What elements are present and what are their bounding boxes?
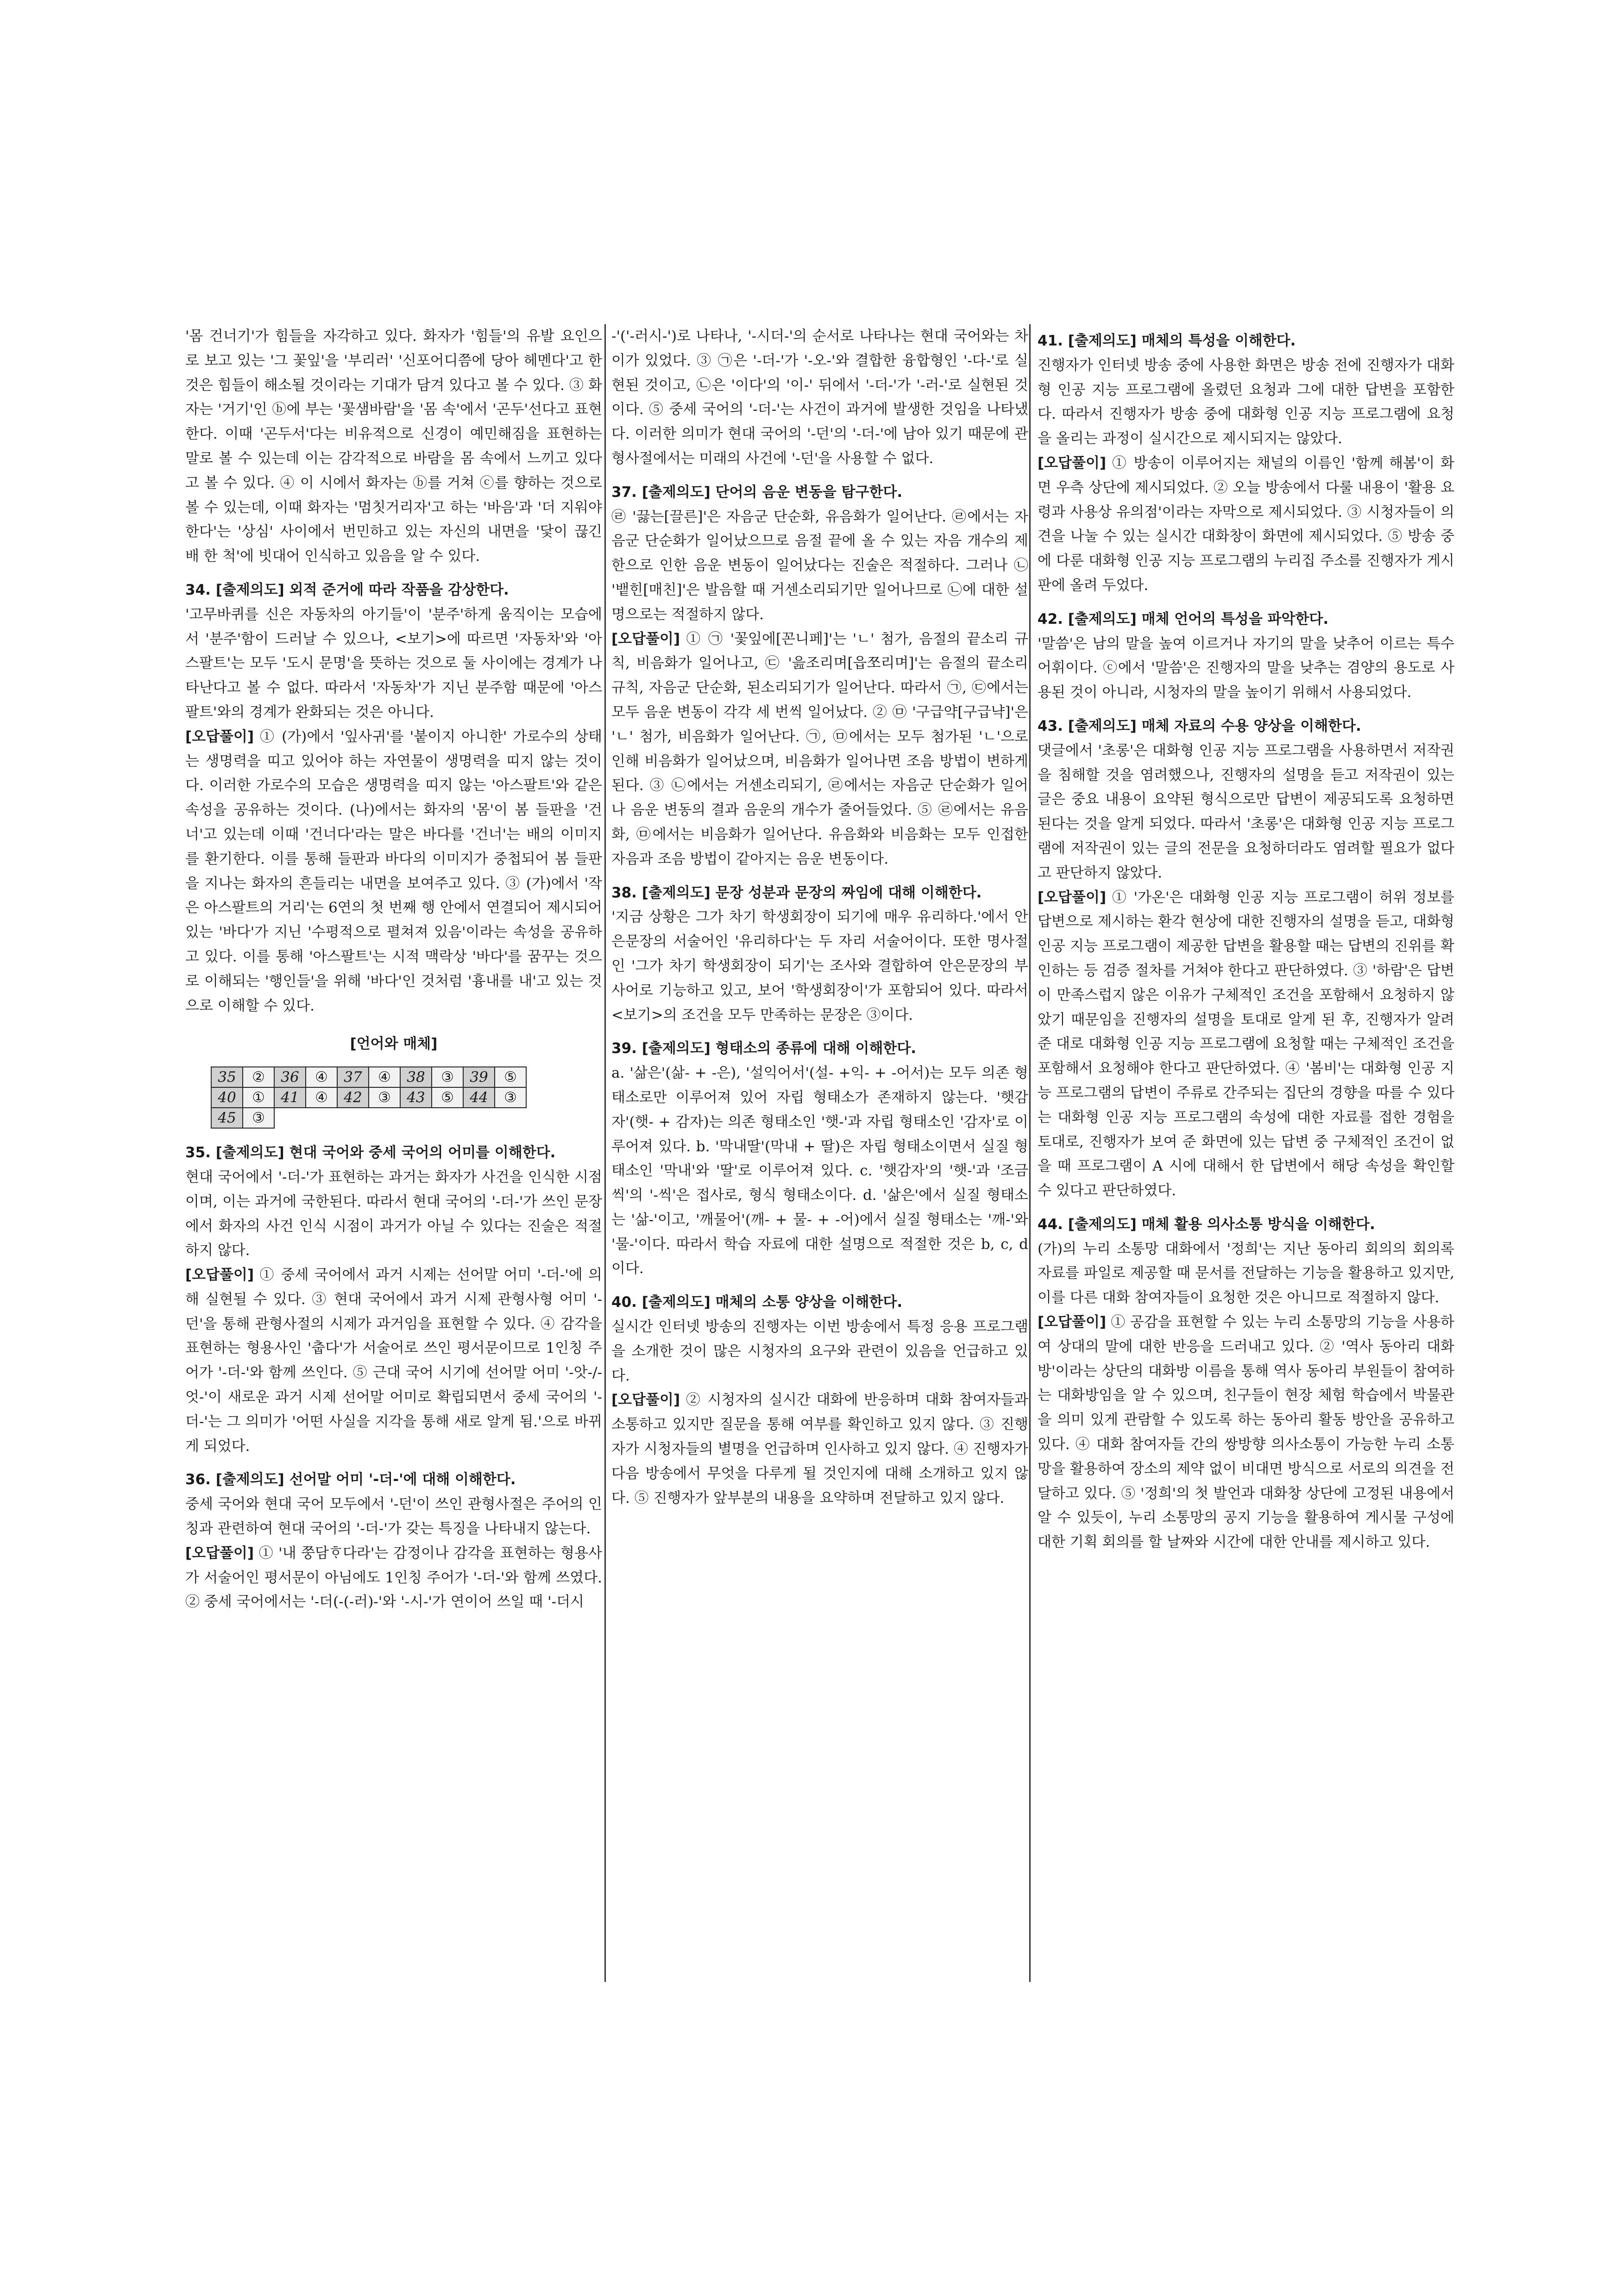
q39-heading: 39. [출제의도] 형태소의 종류에 대해 이해한다. [611, 1040, 917, 1057]
q43-heading: 43. [출제의도] 매체 자료의 수용 양상을 이해한다. [1038, 717, 1361, 734]
question-number: 40 [211, 1087, 243, 1108]
q36-heading: 36. [출제의도] 선어말 어미 '-더-'에 대해 이해한다. [185, 1471, 516, 1488]
wrong-answer-text: ① 공감을 표현할 수 있는 누리 소통망의 기능을 사용하여 상대의 말에 대한 반응을 드러내고 있다. ② '역사 동아리 대화방'이라는 상단의 대화방 이름을 통해 역사 동아리 부원들이 참여하는 대화방임을 알 수 있으며, 친구들이 현장 체험 학습에서 박물관을 의미 있게 관람할 수 있도록 하는 동아리 활동 방안을 공유하고 있다. ④ 대화 참여자들 간의 쌍방향 의사소통이 가능한 누리 소통망을 활용하여 장소의 제약 없이 비대면 방식으로 서로의 의견을 전달하고 있다. ⑤ '정희'의 첫 발언과 대화창 상단에 고정된 내용에서 알 수 있듯이, 누리 소통망의 공지 기능을 활용하여 게시물 구성에 대한 기획 회의를 할 날짜와 시간에 대한 안내를 제시하고 있다. [1038, 1314, 1454, 1551]
question-number: 37 [337, 1067, 369, 1087]
column-left [185, 324, 602, 1614]
q35-wrong-answers [185, 1263, 602, 1458]
answer-choice: ① [243, 1087, 274, 1108]
wrong-answer-label: [오답풀이] [185, 728, 254, 745]
q40-wrong-answers [611, 1388, 1028, 1510]
answer-choice: ④ [306, 1067, 337, 1087]
answer-choice: ⑤ [432, 1087, 463, 1108]
question-number: 41 [274, 1087, 306, 1108]
answer-choice: ④ [306, 1087, 337, 1108]
q34-wrong-answers [185, 725, 602, 1018]
answer-choice: ③ [369, 1087, 400, 1108]
q35-explanation: 현대 국어에서 '-더-'가 표현하는 과거는 화자가 사건을 인식한 시점이며, 이는 과거에 국한된다. 따라서 현대 국어의 '-더-'가 쓰인 문장에서 화자의 사건 인식 시점이 과거가 아닐 수 있다는 진술은 적절하지 않다. [185, 1168, 602, 1259]
column-divider [1029, 324, 1031, 1982]
wrong-answer-text: ① (가)에서 '잎사귀'를 '붙이지 아니한' 가로수의 상태는 생명력을 띠고 있어야 하는 자연물이 생명력을 띠지 않는 것이다. 이러한 가로수의 모습은 생명력을 띠지 않는 '아스팔트'와 같은 속성을 공유하는 것이다. (나)에서는 화자의 '몸'이 봄 들판을 '건너'고 있는데 이때 '건너다'라는 말은 바다를 '건너'는 배의 이미지를 환기한다. 이를 통해 들판과 바다의 이미지가 중첩되어 봄 들판을 지나는 화자의 흔들리는 내면을 보여주고 있다. ③ (가)에서 '작은 아스팔트의 거리'는 6연의 첫 번째 행 안에서 연결되어 제시되어 있는 '바다'가 지닌 '수평적으로 펼쳐져 있음'이라는 속성을 공유하고 있다. 이를 통해 '아스팔트'는 시적 맥락상 '바다'를 꿈꾸는 것으로 이해되는 '행인들'을 위해 '바다'인 것처럼 '흉내를 내'고 있는 것으로 이해할 수 있다. [185, 728, 602, 1014]
q39-explanation: a. '삶은'(삶- + -은), '설익어서'(설- +익- + -어서)는 모두 의존 형태소로만 이루어져 있어 자립 형태소가 존재하지 않는다. '햇감자'(햇- + 감자)는 의존 형태소인 '햇-'과 자립 형태소인 '감자'로 이루어져 있다. b. '막내딸'(막내 + 딸)은 자립 형태소이면서 실질 형태소인 '막내'와 '딸'로 이루어져 있다. c. '햇감자'의 '햇-'과 '조금씩'의 '-씩'은 접사로, 형식 형태소이다. d. '삶은'에서 실질 형태소는 '삶-'이고, '깨물어'(깨- + 물- + -어)에서 실질 형태소는 '깨-'와 '물-'이다. 따라서 학습 자료에 대한 설명으로 적절한 것은 b, c, d이다. [611, 1065, 1028, 1277]
answer-choice: ⑤ [495, 1067, 526, 1087]
wrong-answer-text: ① '내 쭝담ᄒᆞ다라'는 감정이나 감각을 표현하는 형용사가 서술어인 평서문이 아님에도 1인칭 주어가 '-더-'와 함께 쓰였다. ② 중세 국어에서는 '-더(-(-러)-'와 '-시-'가 연이어 쓰일 때 '-더시 [185, 1544, 602, 1611]
answer-row [211, 1087, 526, 1108]
wrong-answer-text: ① ㉠ '꽃잎에[꼰니페]'는 'ㄴ' 첨가, 음절의 끝소리 규칙, 비음화가 일어나고, ㉢ '읊조리며[읍쪼리며]'는 음절의 끝소리 규칙, 자음군 단순화, 된소리되기가 일어난다. 따라서 ㉠, ㉢에서는 모두 음운 변동이 각각 세 번씩 일어났다. ② ㉤ '구급약[구급냑]'은 'ㄴ' 첨가, 비음화가 일어난다. ㉠, ㉤에서는 모두 첨가된 'ㄴ'으로 인해 비음화가 일어났으며, 비음화가 일어나면 조음 방법이 변하게 된다. ③ ㉡에서는 거센소리되기, ㉣에서는 자음군 단순화가 일어나 음운 변동의 결과 음운의 개수가 줄어들었다. ⑤ ㉣에서는 유음화, ㉤에서는 비음화가 일어난다. 유음화와 비음화는 모두 인접한 자음과 조음 방법이 같아지는 음운 변동이다. [611, 630, 1028, 867]
q35-heading: 35. [출제의도] 현대 국어와 중세 국어의 어미를 이해한다. [185, 1144, 556, 1161]
wrong-answer-label: [오답풀이] [1038, 1314, 1107, 1331]
q41-wrong-answers [1038, 451, 1454, 598]
wrong-answer-label: [오답풀이] [611, 630, 680, 647]
q44-heading: 44. [출제의도] 매체 활용 의사소통 방식을 이해한다. [1038, 1216, 1375, 1233]
question-number: 42 [337, 1087, 369, 1108]
wrong-answer-label: [오답풀이] [185, 1544, 254, 1562]
q42-heading: 42. [출제의도] 매체 언어의 특성을 파악한다. [1038, 610, 1329, 627]
section-title: [언어와 매체] [350, 1035, 438, 1053]
q41-explanation: 진행자가 인터넷 방송 중에 사용한 화면은 방송 전에 진행자가 대화형 인공 지능 프로그램에 올렸던 요청과 그에 대한 답변을 포함한다. 따라서 진행자가 방송 중에 대화형 인공 지능 프로그램에 요청을 올리는 과정이 실시간으로 제시되지는 않았다. [1038, 357, 1454, 447]
q44-wrong-answers [1038, 1310, 1454, 1555]
q40-explanation: 실시간 인터넷 방송의 진행자는 이번 방송에서 특정 응용 프로그램을 소개한 것이 많은 시청자의 요구와 관련이 있음을 언급하고 있다. [611, 1318, 1028, 1384]
answer-choice: ③ [243, 1108, 274, 1128]
answer-choice: ③ [495, 1087, 526, 1108]
wrong-answer-text: ① 방송이 이루어지는 채널의 이름인 '함께 해봄'이 화면 우측 상단에 제시되었다. ② 오늘 방송에서 다룰 내용이 '활용 요령과 사용상 유의점'이라는 자막으로 제시되었다. ③ 시청자들이 의견을 나눌 수 있는 실시간 대화창이 화면에 제시되었다. ⑤ 방송 중에 다룬 대화형 인공 지능 프로그램의 누리집 주소를 진행자가 게시판에 올려 두었다. [1038, 454, 1454, 594]
column-middle [611, 324, 1028, 1510]
answer-row [211, 1067, 526, 1087]
q43-wrong-answers [1038, 885, 1454, 1203]
q36-wrong-answers [185, 1541, 602, 1614]
wrong-answer-label: [오답풀이] [1038, 454, 1107, 471]
q34-explanation: '고무바퀴를 신은 자동차의 아기들'이 '분주'하게 움직이는 모습에서 '분주'함이 드러날 수 있으나, <보기>에 따르면 '자동차'와 '아스팔트'는 모두 '도시 문명'을 뜻하는 것으로 둘 사이에는 경계가 나타난다고 볼 수 없다. 따라서 '자동차'가 지닌 분주함 때문에 '아스팔트'와의 경계가 완화되는 것은 아니다. [185, 606, 602, 721]
q36-continuation: -'('-러시-')로 나타나, '-시더-'의 순서로 나타나는 현대 국어와는 차이가 있었다. ③ ㉠은 '-더-'가 '-오-'와 결합한 융합형인 '-다-'로 실현된 것이고, ㉡은 '이다'의 '이-' 뒤에서 '-더-'가 '-러-'로 실현된 것이다. ⑤ 중세 국어의 '-더-'는 사건이 과거에 발생한 것임을 나타냈다. 이러한 의미가 현대 국어의 '-던'의 '-더-'에 남아 있기 때문에 관형사절에서는 미래의 사건에 '-던'을 사용할 수 없다. [611, 328, 1028, 467]
question-number: 45 [211, 1108, 243, 1128]
answer-table [211, 1066, 527, 1129]
q41-heading: 41. [출제의도] 매체의 특성을 이해한다. [1038, 332, 1296, 349]
answer-choice: ② [243, 1067, 274, 1087]
wrong-answer-label: [오답풀이] [1038, 889, 1107, 906]
wrong-answer-text: ② 시청자의 실시간 대화에 반응하며 대화 참여자들과 소통하고 있지만 질문을 통해 여부를 확인하고 있지 않다. ③ 진행자가 시청자들의 별명을 언급하며 인사하고 있지 않다. ④ 진행자가 다음 방송에서 무엇을 다루게 될 것인지에 대해 소개하고 있지 않다. ⑤ 진행자가 앞부분의 내용을 요약하며 전달하고 있지 않다. [611, 1392, 1028, 1506]
question-number: 39 [463, 1067, 495, 1087]
wrong-answer-text: ① 중세 국어에서 과거 시제는 선어말 어미 '-더-'에 의해 실현될 수 있다. ③ 현대 국어에서 과거 시제 관형사형 어미 '-던'을 통해 관형사절의 시제가 과거임을 표현할 수 있다. ④ 감각을 표현하는 형용사인 '춥다'가 서술어로 쓰인 평서문이므로 1인칭 주어가 '-더-'와 함께 쓰인다. ⑤ 근대 국어 시기에 선어말 어미 '-앗-/-엇-'이 새로운 과거 시제 선어말 어미로 확립되면서 중세 국어의 '-더-'는 그 의미가 '어떤 사실을 지각을 통해 새로 알게 됨.'으로 바뀌게 되었다. [185, 1267, 602, 1455]
question-number: 44 [463, 1087, 495, 1108]
q37-heading: 37. [출제의도] 단어의 음운 변동을 탐구한다. [611, 483, 903, 501]
answer-choice: ③ [432, 1067, 463, 1087]
question-number: 36 [274, 1067, 306, 1087]
question-number: 35 [211, 1067, 243, 1087]
q37-explanation: ㉣ '끓는[끌른]'은 자음군 단순화, 유음화가 일어난다. ㉣에서는 자음군 단순화가 일어났으므로 음절 끝에 올 수 있는 자음 개수의 제한으로 인한 음운 변동이 일어났다는 진술은 적절하다. 그러나 ㉡ '뱉힌[매친]'은 발음할 때 거센소리되기만 일어나므로 ㉡에 대한 설명으로는 적절하지 않다. [611, 508, 1028, 623]
answer-row [211, 1108, 526, 1128]
wrong-answer-label: [오답풀이] [611, 1392, 680, 1409]
answer-choice: ④ [369, 1067, 400, 1087]
wrong-answer-label: [오답풀이] [185, 1267, 254, 1284]
column-divider [604, 324, 606, 1982]
q40-heading: 40. [출제의도] 매체의 소통 양상을 이해한다. [611, 1294, 903, 1311]
q43-explanation: 댓글에서 '초롱'은 대화형 인공 지능 프로그램을 사용하면서 저작권을 침해할 것을 염려했으나, 진행자의 설명을 듣고 저작권이 있는 글은 중요 내용이 요약된 형식으로만 답변이 제공되도록 요청하면 된다는 것을 알게 되었다. 따라서 '초롱'은 대화형 인공 지능 프로그램에 저작권이 있는 글의 전문을 요청하더라도 염려할 필요가 없다고 판단하지 않았다. [1038, 742, 1454, 881]
q44-explanation: (가)의 누리 소통망 대화에서 '정희'는 지난 동아리 회의의 회의록 자료를 파일로 제공할 때 문서를 전달하는 기능을 활용하고 있지만, 이를 다른 대화 참여자들이 요청한 것은 아니므로 적절하지 않다. [1038, 1240, 1454, 1306]
wrong-answer-text: ① '가온'은 대화형 인공 지능 프로그램이 허위 정보를 답변으로 제시하는 환각 현상에 대한 진행자의 설명을 듣고, 대화형 인공 지능 프로그램이 제공한 답변을 활용할 때는 답변의 진위를 확인하는 등 검증 절차를 거쳐야 한다고 판단하였다. ③ '하람'은 답변이 만족스럽지 않은 이유가 구체적인 조건을 포함해서 요청하지 않았기 때문임을 진행자의 설명을 토대로 알게 된 후, 진행자가 알려 준 대로 대화형 인공 지능 프로그램에 요청할 때는 구체적인 조건을 포함해서 요청해야 한다고 판단하였다. ④ '봄비'는 대화형 인공 지능 프로그램의 답변이 주류로 간주되는 집단의 경향을 따를 수 있다는 대화형 인공 지능 프로그램의 속성에 대한 자료를 접한 경험을 토대로, 진행자가 보여 준 화면에 있는 답변 중 구체적인 조건이 없을 때 프로그램이 A 시에 대해서 한 답변에서 해당 속성을 확인할 수 있다고 판단하였다. [1038, 889, 1454, 1199]
question-number: 43 [400, 1087, 432, 1108]
q38-heading: 38. [출제의도] 문장 성분과 문장의 짜임에 대해 이해한다. [611, 884, 982, 901]
column-right [1038, 329, 1454, 1555]
q37-wrong-answers [611, 627, 1028, 872]
q33-continuation: '몸 건너기'가 힘들을 자각하고 있다. 화자가 '힘들'의 유발 요인으로 보고 있는 '그 꽃잎'을 '부리러' '신포어디쯤에 당아 헤멘다'고 한 것은 힘들이 해소될 것이라는 기대가 담겨 있다고 볼 수 있다. ③ 화자는 '거기'인 ⓑ에 부는 '꽃샘바람'을 '몸 속'에서 '곤두'선다고 표현한다. 이때 '곤두서'다는 비유적으로 신경이 예민해짐을 표현하는 말로 볼 수 있는데 이는 감각적으로 바람을 몸 속에서 느끼고 있다고 볼 수 있다. ④ 이 시에서 화자는 ⓑ를 거쳐 ⓒ를 향하는 것으로 볼 수 있는데, 이때 화자는 '멈칫거리자'고 하는 '바음'과 '더 지워야 한다'는 '상심' 사이에서 번민하고 있는 자신의 내면을 '닻이 끊긴 배 한 척'에 빗대어 인식하고 있음을 알 수 있다. [185, 328, 602, 565]
question-number: 38 [400, 1067, 432, 1087]
q34-heading: 34. [출제의도] 외적 준거에 따라 작품을 감상한다. [185, 581, 509, 598]
q42-explanation: '말씀'은 남의 말을 높여 이르거나 자기의 말을 낮추어 이르는 특수 어휘이다. ⓒ에서 '말씀'은 진행자의 말을 낮추는 겸양의 용도로 사용된 것이 아니라, 시청자의 말을 높이기 위해서 사용되었다. [1038, 635, 1454, 701]
q38-explanation: '지금 상황은 그가 차기 학생회장이 되기에 매우 유리하다.'에서 안은문장의 서술어인 '유리하다'는 두 자리 서술어이다. 또한 명사절인 '그가 차기 학생회장이 되기'는 조사와 결합하여 안은문장의 부사어로 기능하고 있고, 보어 '학생회장이'가 포함되어 있다. 따라서 <보기>의 조건을 모두 만족하는 문장은 ③이다. [611, 909, 1028, 1023]
q36-explanation: 중세 국어와 현대 국어 모두에서 '-던'이 쓰인 관형사절은 주어의 인칭과 관련하여 현대 국어의 '-더-'가 갖는 특징을 나타내지 않는다. [185, 1496, 602, 1537]
